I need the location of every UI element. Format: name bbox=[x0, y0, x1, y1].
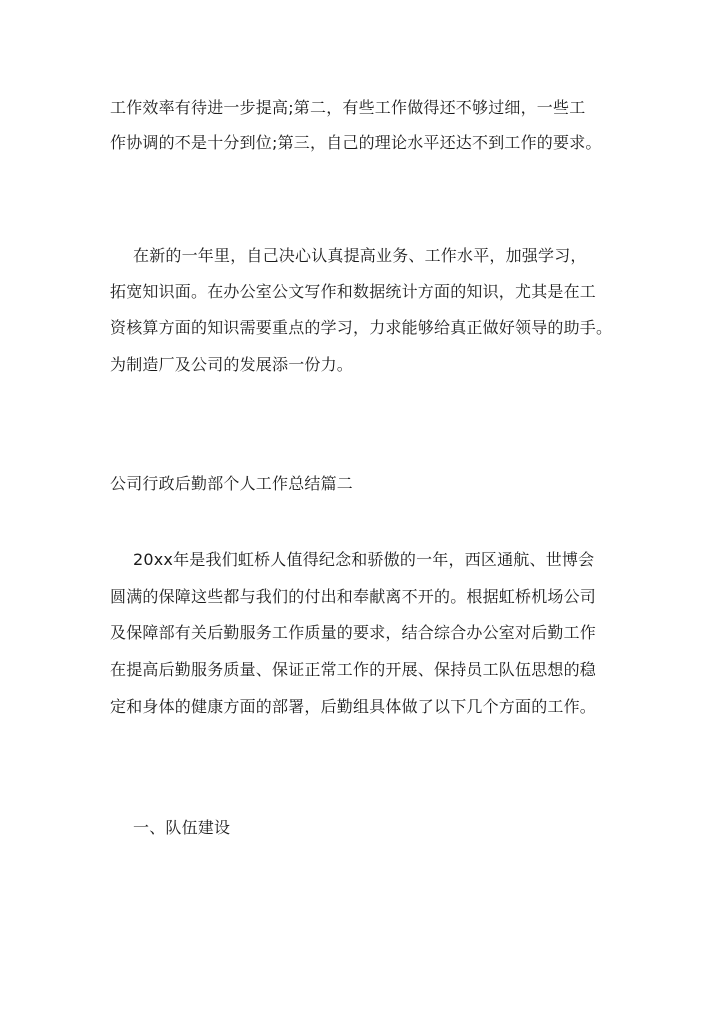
para2-line-1: 在新的一年里，自己决心认真提高业务、工作水平，加强学习， bbox=[133, 246, 587, 265]
section-title: 公司行政后勤部个人工作总结篇二 bbox=[110, 474, 354, 493]
para3-line-1: 20xx年是我们虹桥人值得纪念和骄傲的一年，西区通航、世博会 bbox=[133, 550, 595, 569]
para3-line-2: 圆满的保障这些都与我们的付出和奉献离不开的。根据虹桥机场公司 bbox=[110, 587, 597, 606]
para2-line-4: 为制造厂及公司的发展添一份力。 bbox=[110, 355, 354, 374]
para2-line-2: 拓宽知识面。在办公室公文写作和数据统计方面的知识，尤其是在工 bbox=[110, 282, 597, 301]
heading-team-building: 一、队伍建设 bbox=[133, 818, 231, 837]
para2-line-3: 资核算方面的知识需要重点的学习，力求能够给真正做好领导的助手。 bbox=[110, 318, 613, 337]
para3-line-5: 定和身体的健康方面的部署，后勤组具体做了以下几个方面的工作。 bbox=[110, 697, 597, 716]
para3-line-4: 在提高后勤服务质量、保证正常工作的开展、保持员工队伍思想的稳 bbox=[110, 660, 597, 679]
para3-line-3: 及保障部有关后勤服务工作质量的要求，结合综合办公室对后勤工作 bbox=[110, 623, 597, 642]
para1-line-1: 工作效率有待进一步提高;第二，有些工作做得还不够过细，一些工 bbox=[110, 98, 586, 117]
para1-line-2: 作协调的不是十分到位;第三，自己的理论水平还达不到工作的要求。 bbox=[110, 133, 602, 152]
